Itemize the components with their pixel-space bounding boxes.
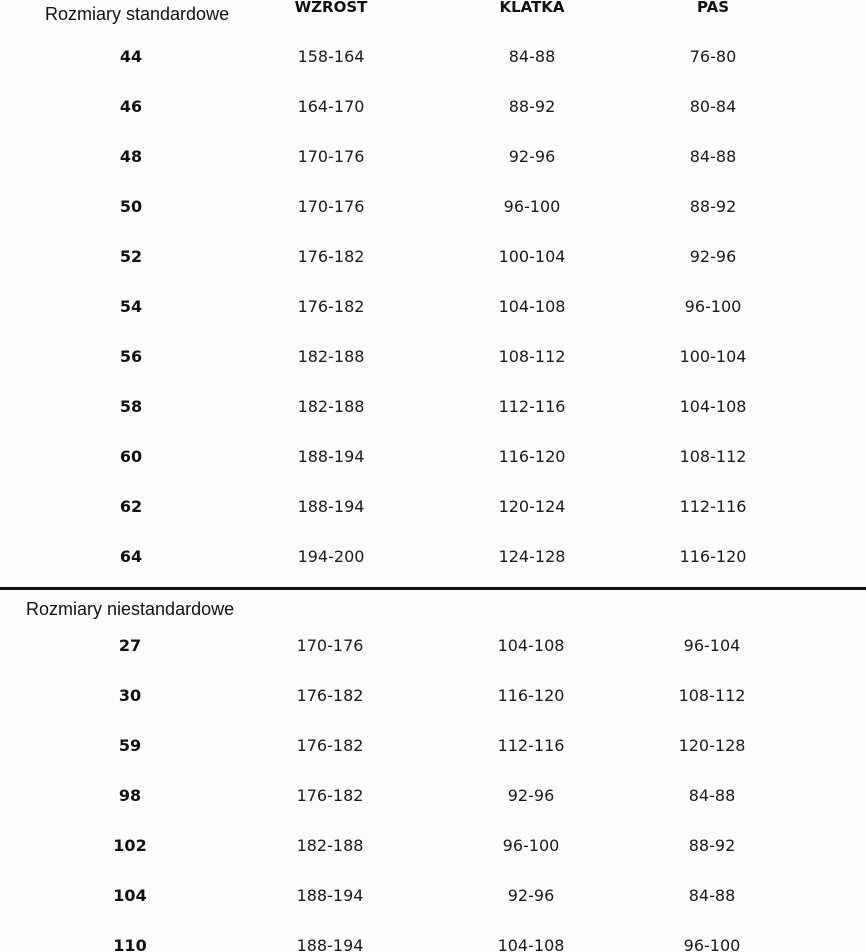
size-cell: 44 xyxy=(119,47,143,66)
standard-sizes-title: Rozmiary standardowe xyxy=(45,4,230,24)
klatka-cell: 100-104 xyxy=(498,247,566,266)
pas-cell: 80-84 xyxy=(689,97,737,116)
pas-cell: 88-92 xyxy=(688,836,736,855)
wzrost-cell: 188-194 xyxy=(296,936,364,952)
klatka-cell: 112-116 xyxy=(498,397,566,416)
wzrost-cell: 176-182 xyxy=(297,297,365,316)
wzrost-cell: 170-176 xyxy=(296,636,364,655)
pas-cell: 96-100 xyxy=(683,936,741,952)
nonstandard-sizes-title: Rozmiary niestandardowe xyxy=(26,599,235,619)
table-row xyxy=(0,445,866,469)
table-row xyxy=(0,345,866,369)
size-cell: 62 xyxy=(119,497,143,516)
klatka-cell: 84-88 xyxy=(508,47,556,66)
size-cell: 59 xyxy=(118,736,142,755)
table-row xyxy=(0,145,866,169)
header-wzrost: WZROST xyxy=(294,0,368,16)
pas-cell: 108-112 xyxy=(678,686,746,705)
table-row xyxy=(0,934,866,952)
table-row xyxy=(0,545,866,569)
wzrost-cell: 164-170 xyxy=(297,97,365,116)
size-cell: 48 xyxy=(119,147,143,166)
header-klatka: KLATKA xyxy=(499,0,565,16)
klatka-cell: 108-112 xyxy=(498,347,566,366)
klatka-cell: 120-124 xyxy=(498,497,566,516)
pas-cell: 84-88 xyxy=(689,147,737,166)
wzrost-cell: 176-182 xyxy=(296,786,364,805)
size-cell: 27 xyxy=(118,636,142,655)
klatka-cell: 92-96 xyxy=(508,147,556,166)
pas-cell: 92-96 xyxy=(689,247,737,266)
table-row xyxy=(0,245,866,269)
pas-cell: 120-128 xyxy=(678,736,746,755)
table-row xyxy=(0,45,866,69)
wzrost-cell: 182-188 xyxy=(297,347,365,366)
pas-cell: 108-112 xyxy=(679,447,747,466)
table-row xyxy=(0,834,866,858)
pas-cell: 104-108 xyxy=(679,397,747,416)
size-cell: 58 xyxy=(119,397,143,416)
table-row xyxy=(0,784,866,808)
wzrost-cell: 188-194 xyxy=(297,447,365,466)
wzrost-cell: 176-182 xyxy=(297,247,365,266)
section-divider xyxy=(0,587,866,590)
klatka-cell: 92-96 xyxy=(507,786,555,805)
wzrost-cell: 158-164 xyxy=(297,47,365,66)
table-row xyxy=(0,884,866,908)
size-cell: 102 xyxy=(113,836,147,855)
wzrost-cell: 170-176 xyxy=(297,147,365,166)
pas-cell: 100-104 xyxy=(679,347,747,366)
klatka-cell: 116-120 xyxy=(497,686,565,705)
wzrost-cell: 182-188 xyxy=(297,397,365,416)
klatka-cell: 96-100 xyxy=(503,197,561,216)
table-row xyxy=(0,95,866,119)
klatka-cell: 104-108 xyxy=(497,636,565,655)
table-row xyxy=(0,684,866,708)
pas-cell: 112-116 xyxy=(679,497,747,516)
table-row xyxy=(0,195,866,219)
size-cell: 110 xyxy=(113,936,147,952)
klatka-cell: 124-128 xyxy=(498,547,566,566)
size-cell: 50 xyxy=(119,197,143,216)
size-cell: 104 xyxy=(113,886,147,905)
pas-cell: 116-120 xyxy=(679,547,747,566)
table-row xyxy=(0,395,866,419)
pas-cell: 84-88 xyxy=(688,786,736,805)
wzrost-cell: 188-194 xyxy=(297,497,365,516)
pas-cell: 76-80 xyxy=(689,47,737,66)
size-cell: 52 xyxy=(119,247,143,266)
size-cell: 30 xyxy=(118,686,142,705)
wzrost-cell: 182-188 xyxy=(296,836,364,855)
size-cell: 54 xyxy=(119,297,143,316)
pas-cell: 88-92 xyxy=(689,197,737,216)
klatka-cell: 116-120 xyxy=(498,447,566,466)
size-cell: 56 xyxy=(119,347,143,366)
wzrost-cell: 194-200 xyxy=(297,547,365,566)
klatka-cell: 88-92 xyxy=(508,97,556,116)
klatka-cell: 104-108 xyxy=(498,297,566,316)
header-pas: PAS xyxy=(696,0,730,16)
wzrost-cell: 176-182 xyxy=(296,686,364,705)
table-row xyxy=(0,734,866,758)
table-row xyxy=(0,634,866,658)
klatka-cell: 104-108 xyxy=(497,936,565,952)
klatka-cell: 96-100 xyxy=(502,836,560,855)
wzrost-cell: 188-194 xyxy=(296,886,364,905)
klatka-cell: 92-96 xyxy=(507,886,555,905)
pas-cell: 84-88 xyxy=(688,886,736,905)
pas-cell: 96-100 xyxy=(684,297,742,316)
wzrost-cell: 170-176 xyxy=(297,197,365,216)
table-row xyxy=(0,495,866,519)
pas-cell: 96-104 xyxy=(683,636,741,655)
size-cell: 46 xyxy=(119,97,143,116)
klatka-cell: 112-116 xyxy=(497,736,565,755)
size-cell: 98 xyxy=(118,786,142,805)
table-row xyxy=(0,295,866,319)
size-cell: 64 xyxy=(119,547,143,566)
size-cell: 60 xyxy=(119,447,143,466)
wzrost-cell: 176-182 xyxy=(296,736,364,755)
